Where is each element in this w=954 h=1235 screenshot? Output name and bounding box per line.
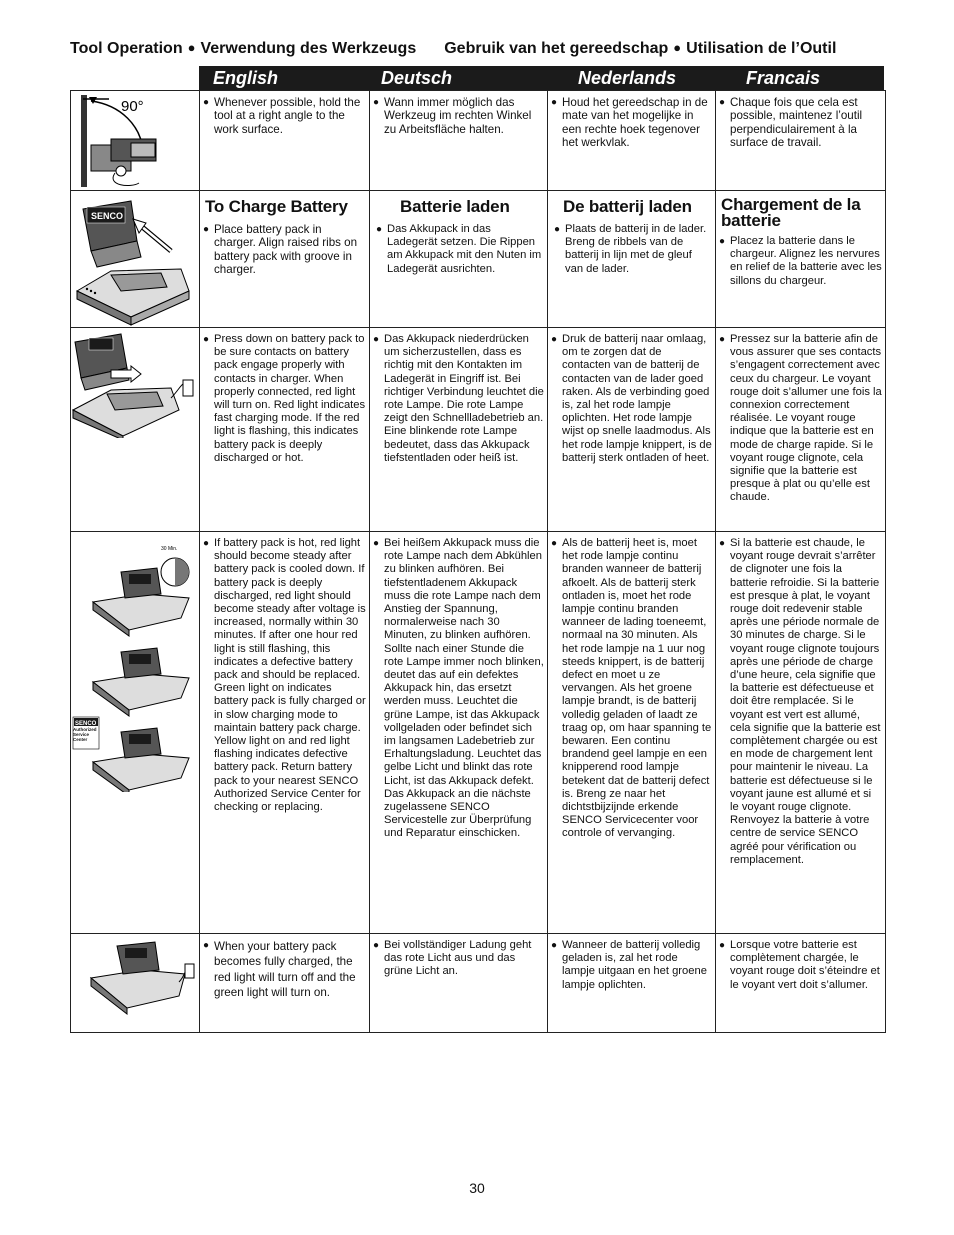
instruction-text-nl: Wanneer de batterij volledig geladen is, zal het rode lampje uitgaan en het groene lampje oplichten. — [562, 939, 707, 991]
page-number: 30 — [469, 1180, 485, 1196]
timer-label: 30 Min. — [161, 546, 178, 552]
lang-label-de: Deutsch — [381, 68, 453, 88]
header-bullet: ● — [187, 40, 196, 55]
instruction-text-fr: Lorsque votre batterie est complètement chargée, le voyant rouge doit s’éteindre et le voyant vert doit s’allumer. — [730, 939, 880, 991]
charging-lights-illustration — [71, 532, 199, 792]
angle-label: 90° — [121, 98, 144, 115]
lang-label-en: English — [213, 68, 279, 88]
instruction-text-en: If battery pack is hot, red light should become steady after battery pack is cooled down. If battery pack is deeply discharged, red light should become steady after voltage is increased, normally within 30 minutes. If after one hour red light is still flashing, this indicates a defective battery pack and should be replaced. Green light on indicates battery pack is fully charged or in slow charging mode to maintain battery pack charge. Yellow light on and red light flashing indicates defective battery pack. Return battery pack to your nearest SENCO Authorized Service Center for checking or replacing. — [214, 537, 366, 814]
table-row: SENCO To Charge Battery ● Place battery pack in charger. Align raised ribs on battery pack with groove in charger. Batterie laden ● Das Akkupack in das Ladegerät setzen. Die Rippen am Akkupack mit den Nuten im Ladegerät ausrichten. De batterij laden ● Plaats de batterij in de lader. Breng de ribbels van de batterij in lijn met de gleuf van de lader. Chargement de la batterie ● Placez la batterie dans le chargeur. Alignez les nervures en relief de la batterie avec les sillons du chargeur. — [71, 191, 886, 328]
lang-label-nl: Nederlands — [578, 68, 677, 88]
page-header — [70, 40, 890, 58]
instruction-text-en: Whenever possible, hold the tool at a right angle to the work surface. — [214, 96, 361, 136]
instruction-text-de: Bei heißem Akkupack muss die rote Lampe nach dem Abkühlen zu blinken aufhören. Bei tiefstentladenem Akkupack muss die rote Lampe nach dem Anstieg der Spannung, normalerweise nach 30 Minuten, zu blinken aufhören. Sollte nach einer Stunde die rote Lampe immer noch blinken, deutet das auf ein defektes Akkupack hin, das ersetzt werden muss. Leuchtet die grüne Lampe, ist das Akkupack vollgeladen oder befindet sich im langsamen Ladebetrieb zur Erhaltungsladung. Leuchtet das gelbe Licht und blinkt das rote Licht, ist das Akkupack defekt. Das Akkupack an die nächste zugelassene SENCO Servicestelle zur Überprüfung und Reparatur einschicken. — [384, 537, 544, 840]
instruction-text-en: When your battery pack becomes fully charged, the red light will turn off and the green light will turn on. — [214, 940, 356, 1000]
instruction-text-fr: Placez la batterie dans le chargeur. Alignez les nervures en relief de la batterie avec les sillons du chargeur. — [730, 235, 882, 287]
header-item-nl: Gebruik van het gereedschap — [444, 40, 669, 57]
lang-label-fr: Francais — [746, 68, 821, 88]
battery-insert-illustration — [71, 191, 199, 327]
figure-cell — [71, 191, 200, 328]
header-item-fr: Utilisation de l’Outil — [686, 40, 837, 57]
press-battery-illustration — [71, 328, 199, 438]
section-title-nl: De batterij laden — [563, 197, 692, 216]
figure-cell — [71, 328, 200, 532]
instruction-text-nl: Houd het gereedschap in de mate van het mogelijke in een rechte hoek tegenover het werkvlak. — [562, 96, 708, 149]
instruction-text-nl: Als de batterij heet is, moet het rode lampje continu branden wanneer de batterij afkoelt. Als de batterij sterk ontladen is, moet het rode lampje continu branden wanneer de lading toeneemt, normaal na 30 minuten. Als het rode lampje na 1 uur nog steeds knippert, is de batterij defect en moet u ze vervangen. Als het groene lampje brandt, is de batterij volledig geladen of laadt ze traag op, om haar spanning te bewaren. Een continu brandend geel lampje en een knipperend rood lampje betekent dat de batterij defect is. Breng ze naar het dichtstbijzijnde erkende SENCO Servicecenter voor controle of vervanging. — [562, 537, 712, 840]
figure-cell — [71, 934, 200, 1033]
table-row: 30 Min. SENCO Authorized Service Center ● If battery pack is hot, red light should become steady after battery pack is cooled down. If battery pack is deeply discharged, red light should become steady after voltage is increased, normally within 30 minutes. If after one hour red light is still flashing, this indicates a defective battery pack and should be replaced. Green light on indicates battery pack is fully charged or in slow charging mode to maintain battery pack charge. Yellow light on and red light flashing indicates defective battery pack. Return battery pack to your nearest SENCO Authorized Service Center for checking or replacing. ● Bei heißem Akkupack muss die rote Lampe nach dem Abkühlen zu blinken aufhören. Bei tiefstentladenem Akkupack muss die rote Lampe nach dem Anstieg der Spannung, normalerweise nach 30 Minuten, zu blinken aufhören. Sollte nach einer Stunde die rote Lampe immer noch blinken, deutet das auf ein defektes Akkupack hin, das ersetzt werden muss. Leuchtet die grüne Lampe, ist das Akkupack vollgeladen oder befindet sich im langsamen Ladebetrieb zur Erhaltungsladung. Leuchtet das gelbe Licht und blinkt das rote Licht, ist das Akkupack defekt. Das Akkupack an die nächste zugelassene SENCO Servicestelle zur Überprüfung und Reparatur einschicken. ● Als de batterij heet is, moet het rode lampje continu branden wanneer de batterij afkoelt. Als de batterij sterk ontladen is, moet het rode lampje continu branden wanneer de lading toeneemt, normaal na 30 minuten. Als het rode lampje na 1 uur nog steeds knippert, is de batterij defect en moet u ze vervangen. Als het groene lampje brandt, is de batterij volledig geladen of laadt ze traag op, om haar spanning te bewaren. Een continu brandend geel lampje en een knipperend rood lampje betekent dat de batterij defect is. Breng ze naar het dichtstbijzijnde erkende SENCO Servicecenter voor controle of vervanging. ● Si la batterie est chaude, le voyant rouge devrait s’arrêter de clignoter une fois la batterie refroidie. Si la batterie est presque à plat, le voyant rouge doit redevenir stable après une période normale de 30 minutes de charge. Si le voyant rouge clignote toujours après une période de charge d’une heure, cela signifie que la batterie est défectueuse et doit être remplacée. Si le voyant est vert est allumé, cela signifie que la batterie est complètement chargée ou est en mode de chargement lent pour maintenir le niveau. La batterie est défectueuse si le voyant jaune est allumé et si le voyant rouge clignote. Renvoyez la batterie à votre centre de service SENCO agréé pour vérification ou remplacement. — [71, 532, 886, 934]
figure-cell — [71, 91, 200, 191]
tool-right-angle-illustration — [71, 91, 199, 190]
instruction-text-de: Wann immer möglich das Werkzeug im rechten Winkel zu Arbeitsfläche halten. — [384, 96, 532, 136]
instruction-text-nl: Druk de batterij naar omlaag, om te zorgen dat de contacten van de batterij de contacten van de lader goed raken. Als de verbinding goed is, zal het rode lampje oplichten. Het rode lampje wijst op snelle laadmodus. Als het rode lampje knippert, is de batterij sterk ontladen of heet. — [562, 333, 712, 464]
header-item-de: Verwendung des Werkzeugs — [200, 40, 417, 57]
instruction-text-fr: Pressez sur la batterie afin de vous assurer que ses contacts s’engagent correctement avec ceux du chargeur. Le voyant rouge doit s’allumer une fois la connexion correctement réalisée. Le voyant rouge indique que la batterie est en mode de charge rapide. Si le voyant rouge clignote, cela signifie que la batterie est presque à plat ou qu’elle est chaude. — [730, 333, 882, 504]
instruction-text-fr: Chaque fois que cela est possible, maintenez l’outil perpendiculairement à la surface de travail. — [730, 96, 863, 149]
language-header-bar — [199, 66, 884, 91]
instruction-text-de: Das Akkupack in das Ladegerät setzen. Die Rippen am Akkupack mit den Nuten im Ladegerät ausrichten. — [387, 223, 542, 275]
service-brand-logo: SENCO — [75, 721, 97, 727]
header-item-en: Tool Operation — [70, 40, 183, 57]
service-center-label: Authorized Service Center — [73, 727, 97, 742]
table-row: ● Press down on battery pack to be sure contacts on battery pack engage properly with contacts in charger. When properly connected, red light will turn on. Red light indicates fast charging mode. If the red light is flashing, this indicates battery pack is deeply discharged or hot. ● Das Akkupack niederdrücken um sicherzustellen, dass es richtig mit den Kontakten im Ladegerät in Eingriff ist. Bei richtiger Verbindung leuchtet die rote Lampe. Die rote Lampe zeigt den Schnellladebetrieb an. Eine blinkende rote Lampe bedeutet, dass das Akkupack tiefstentladen oder heiß ist. ● Druk de batterij naar omlaag, om te zorgen dat de contacten van de batterij de contacten van de lader goed raken. Als de verbinding goed is, zal het rode lampje oplichten. Het rode lampje wijst op snelle laadmodus. Als het rode lampje knippert, is de batterij sterk ontladen of heet. ● Pressez sur la batterie afin de vous assurer que ses contacts s’engagent correctement avec ceux du chargeur. Le voyant rouge doit s’allumer une fois la connexion correctement réalisée. Le voyant rouge indique que la batterie est en mode de charge rapide. Si le voyant rouge clignote, cela signifie que la batterie est presque à plat ou qu’elle est chaude. — [71, 328, 886, 532]
table-row: 90° ● Whenever possible, hold the tool at a right angle to the work surface. ● Wann immer möglich das Werkzeug im rechten Winkel zu Arbeitsfläche halten. ● Houd het gereedschap in de mate van het mogelijke in een rechte hoek tegenover het werkvlak. ● Chaque fois que cela est possible, maintenez l’outil perpendiculairement à la surface de travail. — [71, 91, 886, 191]
instruction-table — [70, 90, 886, 1033]
instruction-text-nl: Plaats de batterij in de lader. Breng de ribbels van de batterij in lijn met de gleuf van de lader. — [565, 223, 707, 275]
instruction-text-fr: Si la batterie est chaude, le voyant rouge devrait s’arrêter de clignoter une fois la batterie refroidie. Si la batterie est presque à plat, le voyant rouge doit redevenir stable après une période normale de 30 minutes de charge. Si le voyant rouge clignote toujours après une période de charge d’une heure, cela signifie que la batterie est défectueuse et doit être remplacée. Si le voyant est vert est allumé, cela signifie que la batterie est complètement chargée ou est en mode de chargement lent pour maintenir le niveau. La batterie est défectueuse si le voyant jaune est allumé et si le voyant rouge clignote. Renvoyez la batterie à votre centre de service SENCO agréé pour vérification ou remplacement. — [730, 537, 881, 866]
table-row: ● When your battery pack becomes fully charged, the red light will turn off and the green light will turn on. ● Bei vollständiger Ladung geht das rote Licht aus und das grüne Licht an. ● Wanneer de batterij volledig geladen is, zal het rode lampje uitgaan en het groene lampje oplichten. ● Lorsque votre batterie est complètement chargée, le voyant rouge doit s’éteindre et le voyant vert doit s’allumer. — [71, 934, 886, 1033]
section-title-en: To Charge Battery — [205, 197, 348, 216]
instruction-text-de: Das Akkupack niederdrücken um sicherzustellen, dass es richtig mit den Kontakten im Ladegerät in Eingriff ist. Bei richtiger Verbindung leuchtet die rote Lampe. Die rote Lampe zeigt den Schnellladebetrieb an. Eine blinkende rote Lampe bedeutet, dass das Akkupack tiefstentladen oder heiß ist. — [384, 333, 544, 464]
instruction-text-de: Bei vollständiger Ladung geht das rote Licht aus und das grüne Licht an. — [384, 939, 532, 978]
instruction-text-en: Place battery pack in charger. Align raised ribs on battery pack with groove in charger. — [214, 223, 358, 276]
section-title-de: Batterie laden — [400, 197, 510, 216]
instruction-text-en: Press down on battery pack to be sure contacts on battery pack engage properly with contacts in charger. When properly connected, red light will turn on. Red light indicates fast charging mode. If the red light is flashing, this indicates battery pack is deeply discharged or hot. — [214, 333, 366, 464]
figure-cell — [71, 532, 200, 934]
header-bullet: ● — [673, 40, 682, 55]
brand-label: SENCO — [91, 211, 124, 221]
section-title-fr: Chargement de la batterie — [721, 195, 861, 230]
charged-battery-illustration — [71, 934, 199, 1029]
